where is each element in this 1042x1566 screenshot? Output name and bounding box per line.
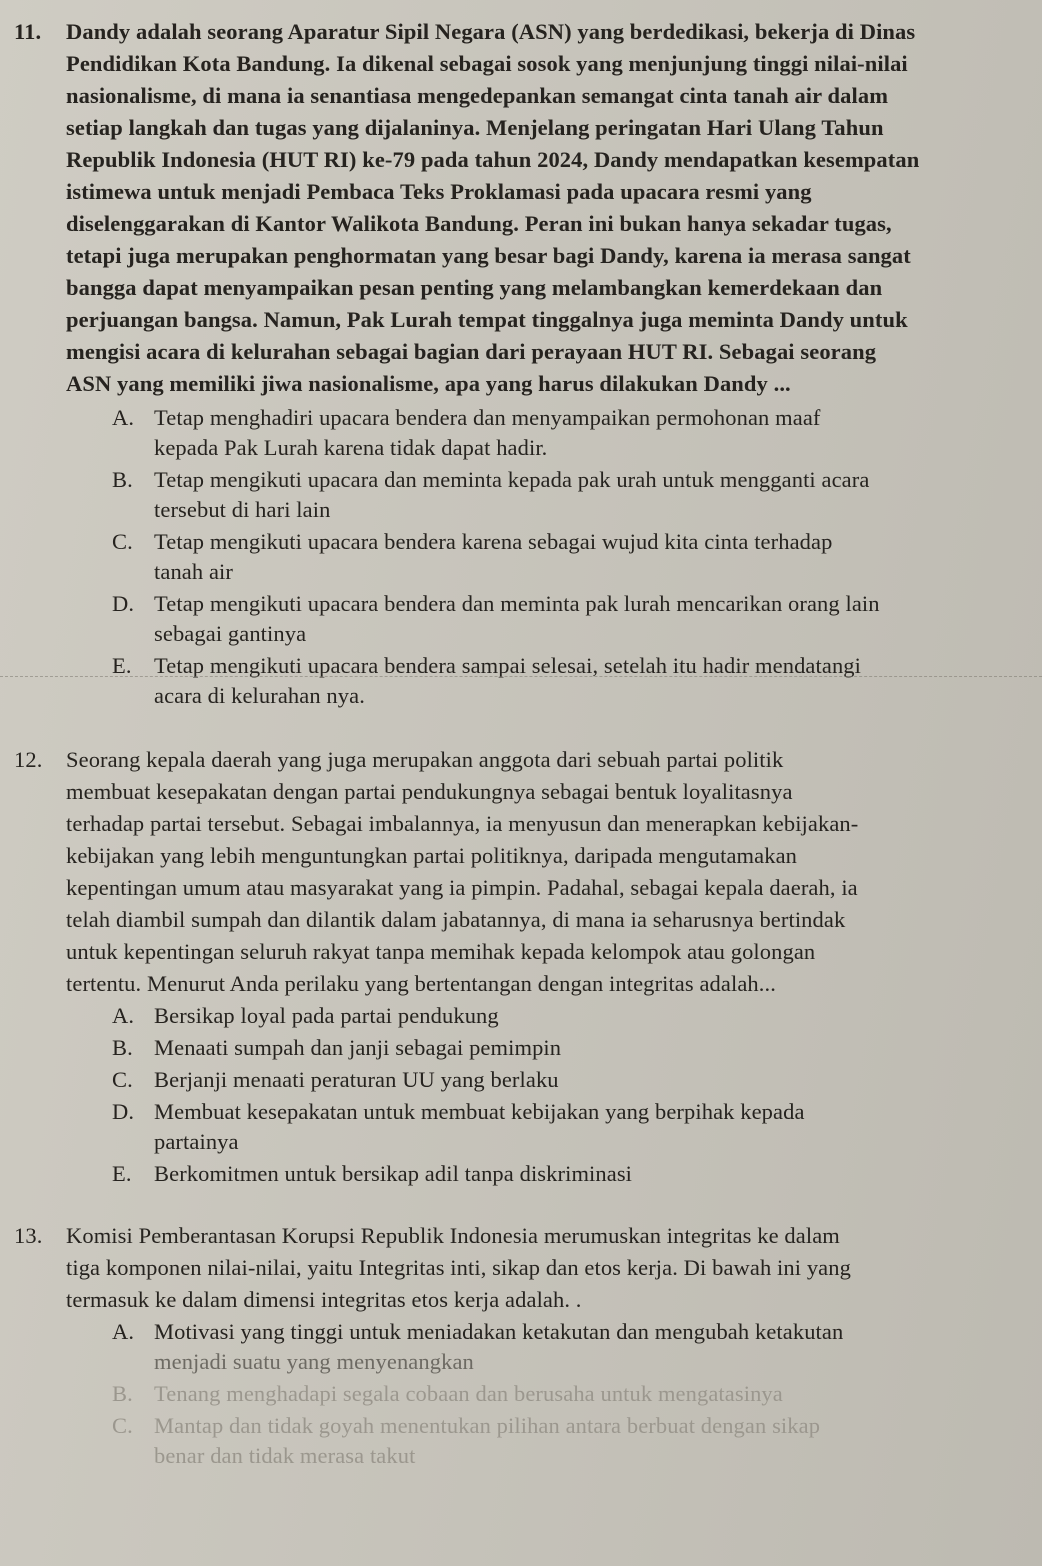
question-stem-line: Dandy adalah seorang Aparatur Sipil Negara (ASN) yang berdedikasi, bekerja di Dinas	[66, 19, 916, 44]
option-letter: B.	[112, 467, 133, 492]
option-letter: D.	[112, 591, 135, 616]
option-text: benar dan tidak merasa takut	[154, 1443, 416, 1468]
option-letter: C.	[112, 1413, 133, 1438]
option-text: Tenang menghadapi segala cobaan dan berusaha untuk mengatasinya	[154, 1381, 783, 1406]
question-stem-line: telah diambil sumpah dan dilantik dalam jabatannya, di mana ia seharusnya bertindak	[66, 907, 846, 932]
option-text: Tetap mengikuti upacara bendera karena sebagai wujud kita cinta terhadap	[154, 529, 833, 554]
option-text: Tetap menghadiri upacara bendera dan menyampaikan permohonan maaf	[154, 405, 821, 430]
option-text: Motivasi yang tinggi untuk meniadakan ketakutan dan mengubah ketakutan	[154, 1319, 844, 1344]
option-text: tanah air	[154, 559, 233, 584]
option-letter: B.	[112, 1381, 133, 1406]
option-letter: E.	[112, 653, 132, 678]
question-stem-line: perjuangan bangsa. Namun, Pak Lurah tempat tinggalnya juga meminta Dandy untuk	[66, 307, 908, 332]
question-stem-line: kebijakan yang lebih menguntungkan partai politiknya, daripada mengutamakan	[66, 843, 798, 868]
option-letter: C.	[112, 529, 133, 554]
option-text: menjadi suatu yang menyenangkan	[154, 1349, 474, 1374]
question-stem-line: membuat kesepakatan dengan partai pendukungnya sebagai bentuk loyalitasnya	[66, 779, 793, 804]
option-letter: E.	[112, 1161, 132, 1186]
question-number: 11.	[14, 19, 42, 44]
question-stem-line: istimewa untuk menjadi Pembaca Teks Proklamasi pada upacara resmi yang	[66, 179, 812, 204]
question-stem-line: nasionalisme, di mana ia senantiasa mengedepankan semangat cinta tanah air dalam	[66, 83, 889, 108]
option-text: Berkomitmen untuk bersikap adil tanpa diskriminasi	[154, 1161, 633, 1186]
paper-fold-line	[0, 676, 1042, 679]
option-text: Membuat kesepakatan untuk membuat kebijakan yang berpihak kepada	[154, 1099, 805, 1124]
question-stem-line: kepentingan umum atau masyarakat yang ia pimpin. Padahal, sebagai kepala daerah, ia	[66, 875, 858, 900]
question-number: 13.	[14, 1223, 43, 1248]
question-number: 12.	[14, 747, 43, 772]
question-stem-line: setiap langkah dan tugas yang dijalaninya. Menjelang peringatan Hari Ulang Tahun	[66, 115, 884, 140]
question-stem-line: tiga komponen nilai-nilai, yaitu Integritas inti, sikap dan etos kerja. Di bawah ini yang	[66, 1255, 851, 1280]
question-stem-line: tetapi juga merupakan penghormatan yang besar bagi Dandy, karena ia merasa sangat	[66, 243, 911, 268]
option-text: partainya	[154, 1129, 239, 1154]
option-text: Berjanji menaati peraturan UU yang berlaku	[154, 1067, 559, 1092]
option-letter: A.	[112, 1319, 135, 1344]
question-stem-line: mengisi acara di kelurahan sebagai bagian dari perayaan HUT RI. Sebagai seorang	[66, 339, 877, 364]
question-stem-line: ASN yang memiliki jiwa nasionalisme, apa yang harus dilakukan Dandy ...	[66, 371, 791, 396]
question-stem-line: Republik Indonesia (HUT RI) ke-79 pada tahun 2024, Dandy mendapatkan kesempatan	[66, 147, 920, 172]
question-stem-line: Pendidikan Kota Bandung. Ia dikenal sebagai sosok yang menjunjung tinggi nilai-nilai	[66, 51, 908, 76]
question-stem-line: diselenggarakan di Kantor Walikota Bandung. Peran ini bukan hanya sekadar tugas,	[66, 211, 892, 236]
question-stem-line: bangga dapat menyampaikan pesan penting yang melambangkan kemerdekaan dan	[66, 275, 883, 300]
option-text: acara di kelurahan nya.	[154, 683, 365, 708]
option-letter: D.	[112, 1099, 135, 1124]
option-letter: B.	[112, 1035, 133, 1060]
option-letter: A.	[112, 405, 135, 430]
option-text: Tetap mengikuti upacara bendera sampai selesai, setelah itu hadir mendatangi	[154, 653, 861, 678]
option-text: kepada Pak Lurah karena tidak dapat hadir.	[154, 435, 548, 460]
question-stem-line: termasuk ke dalam dimensi integritas etos kerja adalah. .	[66, 1287, 582, 1312]
option-text: Bersikap loyal pada partai pendukung	[154, 1003, 499, 1028]
option-letter: C.	[112, 1067, 133, 1092]
question-stem-line: tertentu. Menurut Anda perilaku yang bertentangan dengan integritas adalah...	[66, 971, 776, 996]
option-text: Tetap mengikuti upacara bendera dan meminta pak lurah mencarikan orang lain	[154, 591, 880, 616]
option-text: sebagai gantinya	[154, 621, 307, 646]
question-stem-line: untuk kepentingan seluruh rakyat tanpa memihak kepada kelompok atau golongan	[66, 939, 816, 964]
question-stem-line: Seorang kepala daerah yang juga merupakan anggota dari sebuah partai politik	[66, 747, 784, 772]
option-text: tersebut di hari lain	[154, 497, 331, 522]
question-stem-line: terhadap partai tersebut. Sebagai imbalannya, ia menyusun dan menerapkan kebijakan-	[66, 811, 859, 836]
option-letter: A.	[112, 1003, 135, 1028]
option-text: Tetap mengikuti upacara dan meminta kepada pak urah untuk mengganti acara	[154, 467, 870, 492]
option-text: Menaati sumpah dan janji sebagai pemimpin	[154, 1035, 562, 1060]
option-text: Mantap dan tidak goyah menentukan pilihan antara berbuat dengan sikap	[154, 1413, 821, 1438]
question-stem-line: Komisi Pemberantasan Korupsi Republik Indonesia merumuskan integritas ke dalam	[66, 1223, 840, 1248]
